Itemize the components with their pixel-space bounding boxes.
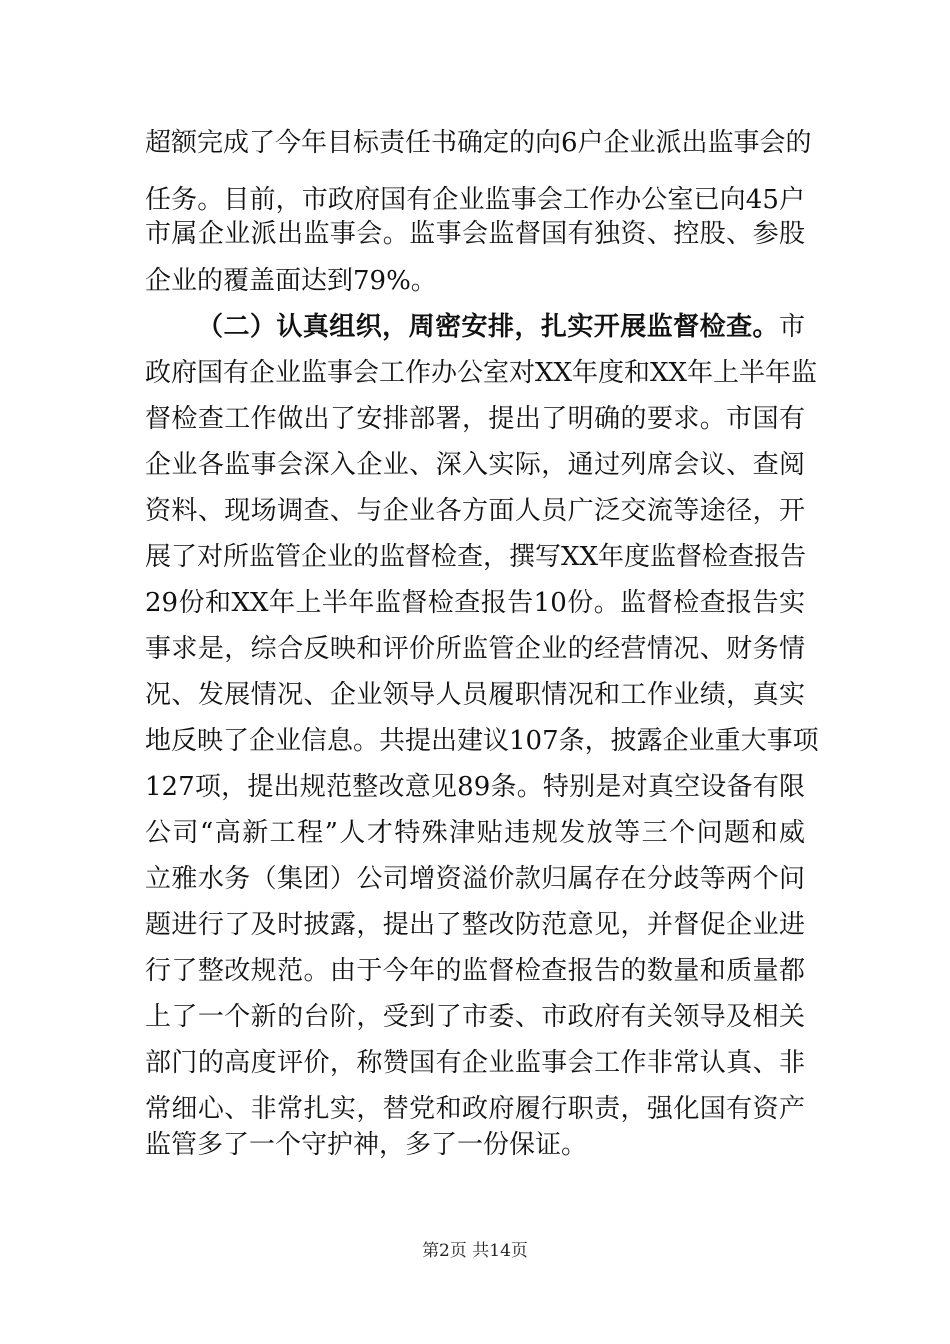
paragraph-2-line-13: 立雅水务（集团）公司增资溢价款归属存在分歧等两个问 xyxy=(145,864,805,894)
paragraph-1-line-1: 超额完成了今年目标责任书确定的向6户企业派出监事会的 xyxy=(145,128,812,158)
paragraph-2-line-6: 展了对所监管企业的监督检查，撰写XX年度监督检查报告 xyxy=(145,542,807,572)
paragraph-2-line-18: 常细心、非常扎实，替党和政府履行职责，强化国有资产 xyxy=(145,1094,805,1124)
paragraph-2-line-10: 地反映了企业信息。共提出建议107条，披露企业重大事项 xyxy=(145,726,819,756)
paragraph-2-line-1 xyxy=(197,310,805,344)
paragraph-2-line-3: 督检查工作做出了安排部署，提出了明确的要求。市国有 xyxy=(145,404,805,434)
section-heading: （二）认真组织，周密安排，扎实开展监督检查。 xyxy=(197,312,779,342)
paragraph-2-line-9: 况、发展情况、企业领导人员履职情况和工作业绩，真实 xyxy=(145,680,805,710)
page-number-footer: 第2页 共14页 xyxy=(422,1241,528,1261)
paragraph-1-line-2: 任务。目前，市政府国有企业监事会工作办公室已向45户 xyxy=(145,185,805,215)
paragraph-2-line-14: 题进行了及时披露，提出了整改防范意见，并督促企业进 xyxy=(145,910,805,940)
paragraph-2-line-2: 政府国有企业监事会工作办公室对XX年度和XX年上半年监 xyxy=(145,358,818,388)
paragraph-2-line-11: 127项，提出规范整改意见89条。特别是对真空设备有限 xyxy=(145,772,805,802)
paragraph-2-line-7: 29份和XX年上半年监督检查报告10份。监督检查报告实 xyxy=(145,588,805,618)
paragraph-2-line-19: 监管多了一个守护神，多了一份保证。 xyxy=(145,1130,588,1160)
paragraph-2-line-17: 部门的高度评价，称赞国有企业监事会工作非常认真、非 xyxy=(145,1048,805,1078)
section-heading-rest: 市 xyxy=(778,312,805,342)
paragraph-1-line-3: 市属企业派出监事会。监事会监督国有独资、控股、参股 xyxy=(145,219,805,249)
paragraph-2-line-16: 上了一个新的台阶，受到了市委、市政府有关领导及相关 xyxy=(145,1002,805,1032)
paragraph-2-line-8: 事求是，综合反映和评价所监管企业的经营情况、财务情 xyxy=(145,634,805,664)
paragraph-2-line-4: 企业各监事会深入企业、深入实际，通过列席会议、查阅 xyxy=(145,450,805,480)
paragraph-2-line-15: 行了整改规范。由于今年的监督检查报告的数量和质量都 xyxy=(145,956,805,986)
paragraph-2-line-5: 资料、现场调查、与企业各方面人员广泛交流等途径，开 xyxy=(145,496,805,526)
paragraph-1-line-4: 企业的覆盖面达到79%。 xyxy=(145,266,437,296)
paragraph-2-line-12: 公司“高新工程”人才特殊津贴违规发放等三个问题和威 xyxy=(145,818,805,848)
